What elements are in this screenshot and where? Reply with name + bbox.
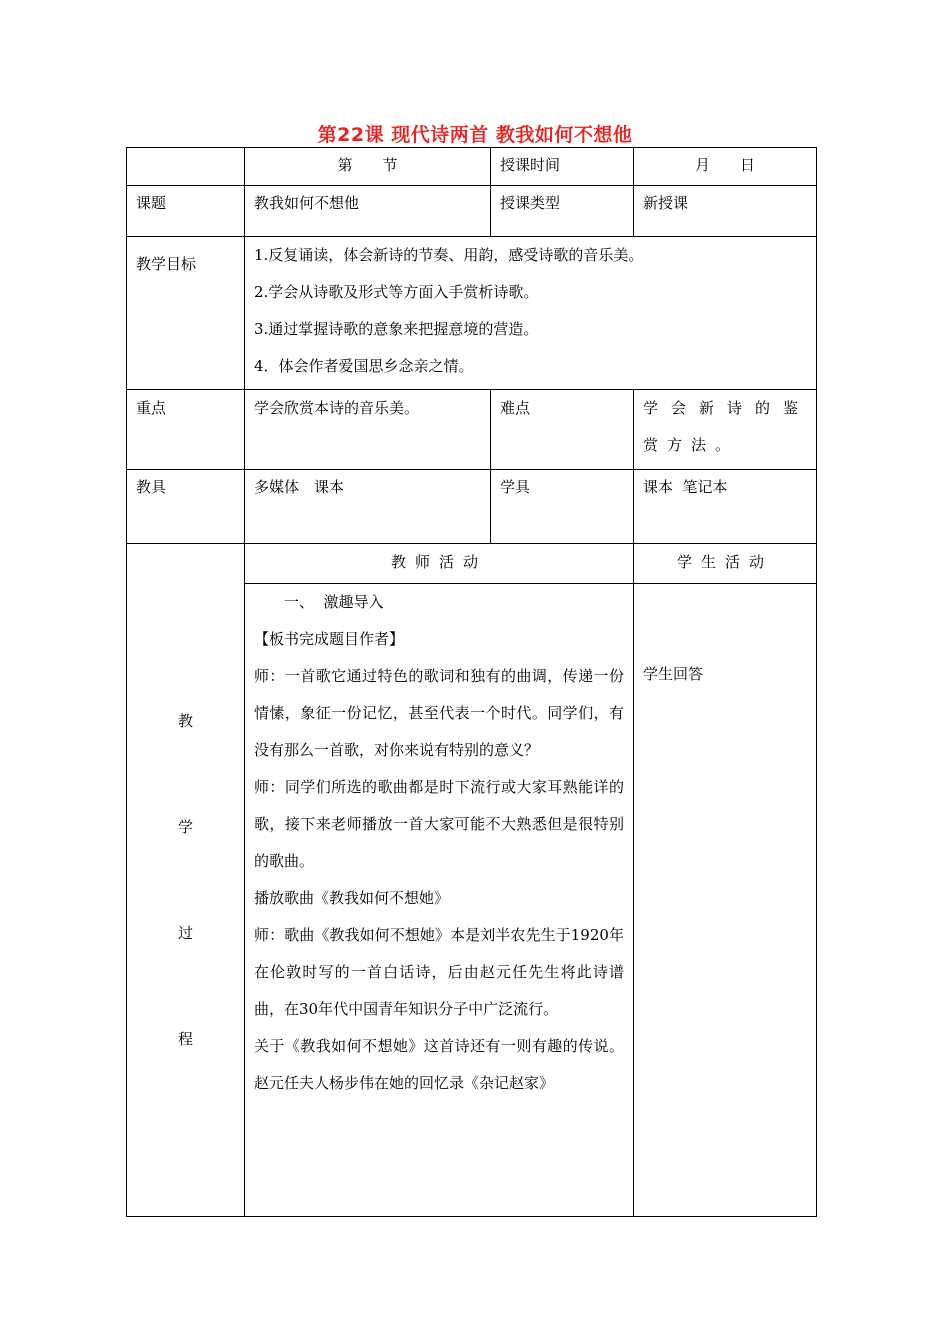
process-label-char: 程 bbox=[177, 1030, 193, 1048]
teacher-activity-line: 一、 激趣导入 bbox=[254, 593, 384, 611]
teacher-activity-line: 关于《教我如何不想她》这首诗还有一则有趣的传说。赵元任夫人杨步伟在她的回忆录《杂记赵家》 bbox=[254, 1037, 624, 1092]
key-point-label bbox=[127, 390, 245, 470]
teacher-activity-content bbox=[245, 584, 634, 1217]
student-activity-content bbox=[634, 584, 817, 1217]
date-cell: 月 日 bbox=[634, 148, 817, 186]
objectives-label: 教学目标 bbox=[127, 237, 245, 390]
topic-row bbox=[127, 186, 817, 237]
objective-item: 2.学会从诗歌及形式等方面入手赏析诗歌。 bbox=[254, 283, 539, 301]
key-point-value-text: 学会欣赏本诗的音乐美。 bbox=[254, 399, 420, 417]
objective-item: 3.通过掌握诗歌的意象来把握意境的营造。 bbox=[254, 320, 539, 338]
key-points-row bbox=[127, 390, 817, 470]
teacher-activity-line: 师：同学们所选的歌曲都是时下流行或大家耳熟能详的歌，接下来老师播放一首大家可能不大熟悉但是很特别的歌曲。 bbox=[254, 778, 624, 870]
difficulty-value-text: 学会新诗的鉴赏方法。 bbox=[643, 399, 807, 454]
student-activity-header: 学生活动 bbox=[634, 544, 817, 584]
teacher-activity-line: 师：歌曲《教我如何不想她》本是刘半农先生于1920年在伦敦时写的一首白话诗，后由赵元任先生将此诗谱曲，在30年代中国青年知识分子中广泛流行。 bbox=[254, 926, 624, 1018]
difficulty-label-text: 难点 bbox=[500, 399, 531, 417]
tools-label: 教具 bbox=[127, 470, 245, 544]
objectives-row bbox=[127, 237, 817, 390]
section-cell: 第 节 bbox=[245, 148, 491, 186]
key-point-value bbox=[245, 390, 491, 470]
document-title: 第22课 现代诗两首 教我如何不想他 bbox=[317, 124, 633, 146]
student-tools-value: 课本 笔记本 bbox=[634, 470, 817, 544]
objective-item: 4．体会作者爱国思乡念亲之情。 bbox=[254, 357, 474, 375]
process-label bbox=[127, 544, 245, 1217]
key-point-label-text: 重点 bbox=[136, 399, 167, 417]
objective-item: 1.反复诵读，体会新诗的节奏、用韵，感受诗歌的音乐美。 bbox=[254, 246, 644, 264]
topic-value: 教我如何不想他 bbox=[245, 186, 491, 237]
process-label-char: 过 bbox=[177, 924, 193, 942]
process-label-char: 教 bbox=[177, 712, 193, 730]
teacher-activity-line: 播放歌曲《教我如何不想她》 bbox=[254, 889, 450, 907]
header-row bbox=[127, 148, 817, 186]
time-label: 授课时间 bbox=[491, 148, 634, 186]
tools-value: 多媒体 课本 bbox=[245, 470, 491, 544]
tools-row bbox=[127, 470, 817, 544]
student-activity-line: 学生回答 bbox=[643, 665, 704, 683]
type-value: 新授课 bbox=[634, 186, 817, 237]
blank-cell bbox=[127, 148, 245, 186]
process-label-char: 学 bbox=[177, 818, 193, 836]
objectives-list bbox=[245, 237, 817, 390]
difficulty-label bbox=[491, 390, 634, 470]
teacher-activity-header: 教师活动 bbox=[245, 544, 634, 584]
topic-label: 课题 bbox=[127, 186, 245, 237]
teacher-activity-line: 【板书完成题目作者】 bbox=[254, 630, 405, 648]
difficulty-value bbox=[634, 390, 817, 470]
student-tools-label: 学具 bbox=[491, 470, 634, 544]
process-header-row bbox=[127, 544, 817, 584]
lesson-plan-table bbox=[126, 147, 817, 1217]
teacher-activity-line: 师：一首歌它通过特色的歌词和独有的曲调，传递一份情愫，象征一份记忆，甚至代表一个时代。同学们，有没有那么一首歌，对你来说有特别的意义？ bbox=[254, 667, 624, 759]
type-label: 授课类型 bbox=[491, 186, 634, 237]
